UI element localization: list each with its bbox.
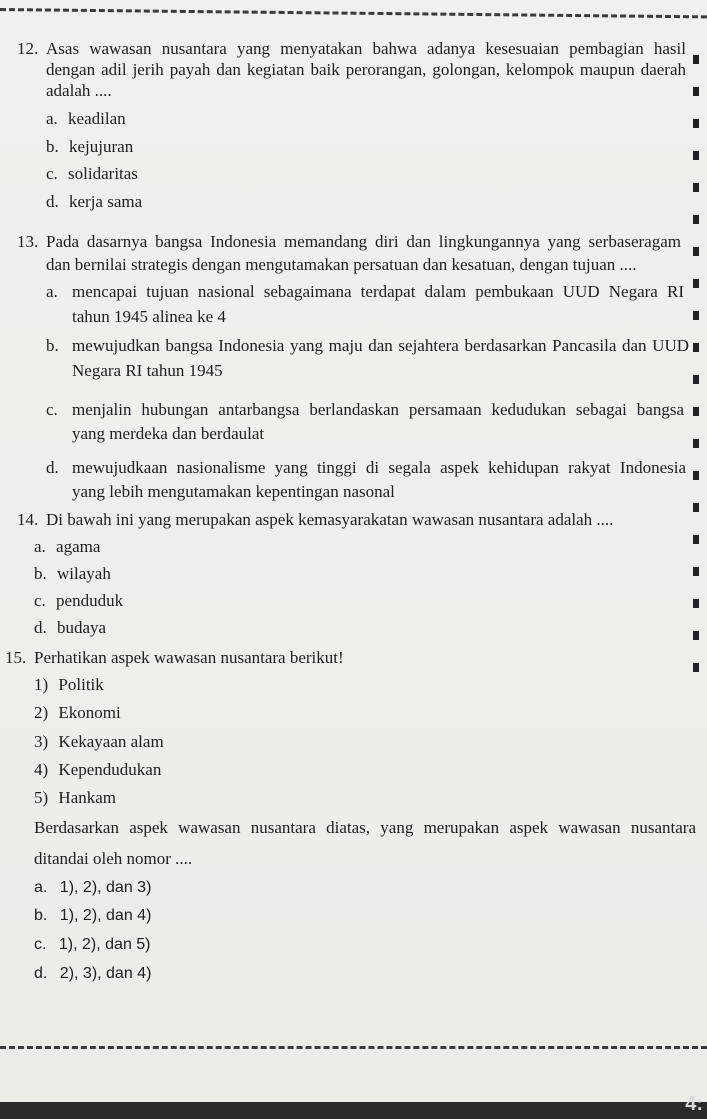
option-text: kerja sama [69, 192, 143, 211]
option-text: 1), 2), dan 5) [58, 936, 151, 953]
option-text-line: yang merdeka dan berdaulat [72, 424, 265, 443]
question-number: 14. [17, 510, 39, 529]
question-stem-line: dan bernilai strategis dengan mengutamakan persatuan dan kesatuan, dengan tujuan .... [46, 255, 637, 274]
option-text: 1), 2), dan 3) [59, 879, 152, 896]
item-number: 5) [34, 788, 49, 807]
aspect-item [34, 732, 164, 752]
option-c[interactable] [34, 935, 151, 955]
question-stem-line: Asas wawasan nusantara yang menyatakan bahwa adanya kesesuaian pembagian hasil [46, 39, 686, 58]
option-letter: a. [46, 109, 58, 128]
option-letter: b. [46, 137, 59, 156]
item-text: Kependudukan [58, 760, 162, 779]
option-text-line: yang lebih mengutamakan kepentingan nasonal [72, 482, 395, 501]
option-text: agama [56, 537, 101, 556]
option-letter: d. [34, 618, 47, 637]
aspect-item [34, 703, 121, 723]
option-b[interactable] [46, 137, 133, 157]
question-followup-line: ditandai oleh nomor .... [34, 849, 193, 868]
item-number: 2) [34, 703, 49, 722]
option-letter: d. [46, 458, 59, 477]
item-text: Kekayaan alam [58, 732, 164, 751]
option-letter: b. [46, 336, 59, 355]
option-text: penduduk [56, 591, 124, 610]
option-text: wilayah [57, 564, 111, 583]
option-text: 2), 3), dan 4) [59, 965, 152, 982]
option-letter: d. [34, 965, 48, 982]
item-number: 3) [34, 732, 49, 751]
option-text-line: mewujudkan bangsa Indonesia yang maju dan sejahtera berdasarkan Pancasila dan UUD [72, 336, 689, 355]
option-letter: c. [34, 591, 46, 610]
option-text: kejujuran [69, 137, 134, 156]
option-text: 1), 2), dan 4) [59, 907, 152, 924]
option-d[interactable] [34, 964, 151, 984]
option-b[interactable] [34, 906, 151, 926]
option-letter: d. [46, 192, 59, 211]
option-letter: a. [46, 282, 58, 301]
option-letter: b. [34, 564, 47, 583]
option-text: keadilan [68, 109, 126, 128]
option-letter: a. [34, 537, 46, 556]
option-text-line: mencapai tujuan nasional sebagaimana terdapat dalam pembukaan UUD Negara RI [72, 282, 684, 301]
option-c[interactable] [34, 591, 123, 611]
option-a[interactable] [46, 109, 126, 129]
option-a[interactable] [34, 878, 151, 898]
option-d[interactable] [46, 192, 142, 212]
page-number: 4: [685, 1093, 703, 1115]
question-number: 15. [5, 648, 27, 667]
option-text: budaya [57, 618, 107, 637]
option-c[interactable] [46, 164, 138, 184]
item-number: 4) [34, 760, 49, 779]
question-stem-line: adalah .... [46, 81, 112, 100]
option-a[interactable] [34, 537, 100, 557]
item-text: Hankam [58, 788, 117, 807]
option-text-line: tahun 1945 alinea ke 4 [72, 307, 226, 326]
option-letter: c. [34, 936, 47, 953]
aspect-item [34, 788, 116, 808]
question-stem-line: Di bawah ini yang merupakan aspek kemasyarakatan wawasan nusantara adalah .... [46, 510, 614, 529]
aspect-item [34, 760, 161, 780]
option-text-line: Negara RI tahun 1945 [72, 361, 223, 380]
question-number: 12. [17, 39, 39, 58]
item-text: Politik [58, 675, 104, 694]
question-number: 13. [17, 232, 39, 251]
option-letter: c. [46, 164, 58, 183]
question-followup-line: Berdasarkan aspek wawasan nusantara diatas, yang merupakan aspek wawasan nusantara [34, 818, 696, 837]
question-stem-line: dengan adil jerih payah dan kegiatan baik perorangan, golongan, kelompok maupun daerah [46, 60, 686, 79]
bottom-dashed-divider [0, 1046, 707, 1049]
option-letter: c. [46, 400, 58, 419]
option-letter: b. [34, 907, 48, 924]
option-text-line: menjalin hubungan antarbangsa berlandaskan persamaan kedudukan sebagai bangsa [72, 400, 684, 419]
option-text-line: mewujudkaan nasionalisme yang tinggi di segala aspek kehidupan rakyat Indonesia [72, 458, 686, 477]
item-text: Ekonomi [58, 703, 121, 722]
option-text: solidaritas [68, 164, 138, 183]
option-b[interactable] [34, 564, 111, 584]
bottom-shadow-band [0, 1102, 707, 1119]
top-dashed-divider [0, 8, 707, 18]
item-number: 1) [34, 675, 49, 694]
question-stem-line: Pada dasarnya bangsa Indonesia memandang diri dan lingkungannya yang serbaseragam [46, 232, 681, 251]
option-d[interactable] [34, 618, 106, 638]
option-letter: a. [34, 879, 48, 896]
question-stem-line: Perhatikan aspek wawasan nusantara berikut! [34, 648, 344, 667]
aspect-item [34, 675, 104, 695]
right-edge-marks [693, 55, 699, 695]
